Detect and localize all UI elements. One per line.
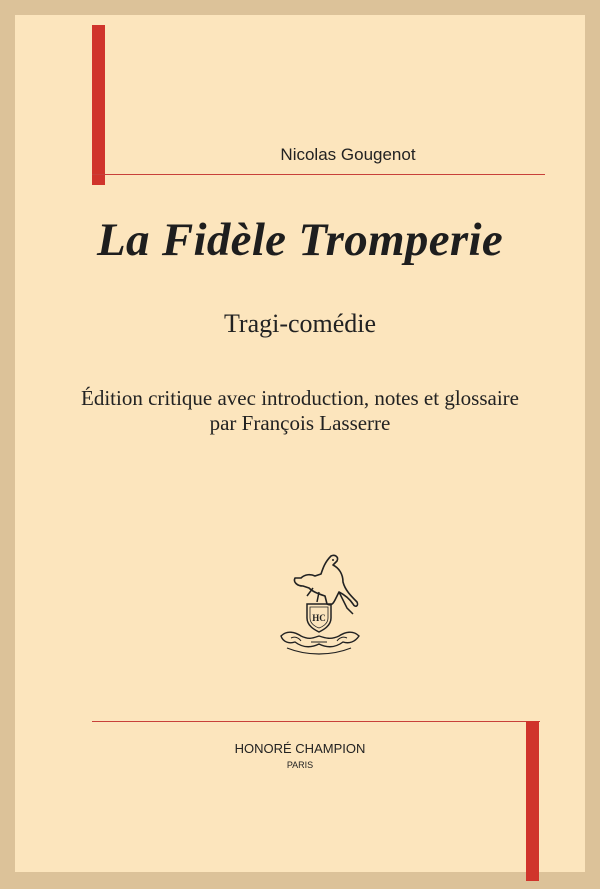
bottom-red-rule (92, 721, 540, 722)
edition-info (15, 386, 585, 436)
book-subtitle: Tragi-comédie (223, 309, 377, 338)
publisher-city: PARIS (286, 760, 314, 770)
edition-line-1: Édition critique avec introduction, notes et glossaire (81, 386, 519, 410)
book-cover (15, 15, 585, 872)
publisher-name: HONORÉ CHAMPION (234, 741, 366, 756)
edition-line-2: par François Lasserre (209, 411, 391, 435)
publisher-horse-emblem-icon (273, 552, 365, 657)
top-red-rule (92, 174, 545, 175)
book-title: La Fidèle Tromperie (97, 214, 503, 266)
author-name: Nicolas Gougenot (280, 145, 416, 164)
emblem-monogram: HC (312, 613, 326, 623)
